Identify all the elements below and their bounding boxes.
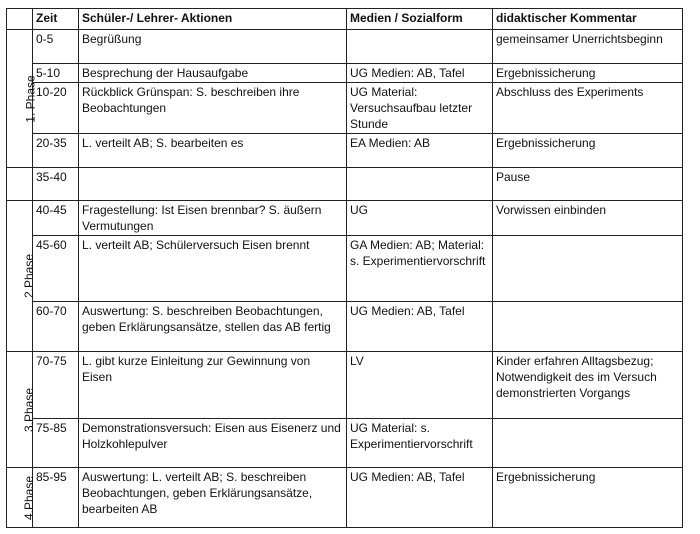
phase-cell xyxy=(7,168,33,201)
table-row xyxy=(7,30,683,64)
phase-cell xyxy=(7,468,37,528)
table-row xyxy=(7,236,683,302)
phase-cell xyxy=(7,30,38,168)
medien-cell: EA Medien: AB xyxy=(347,134,493,168)
medien-cell: UG Material: Versuchsaufbau letzter Stunde xyxy=(347,83,493,134)
aktion-cell: Besprechung der Hausaufgabe xyxy=(79,64,347,83)
table-row xyxy=(7,168,683,201)
zeit-cell: 85-95 xyxy=(33,468,79,528)
kommentar-cell: gemeinsamer Unerrichtsbeginn xyxy=(493,30,683,64)
aktion-cell: L. gibt kurze Einleitung zur Gewinnung von Eisen xyxy=(79,352,347,419)
aktion-cell: Auswertung: L. verteilt AB; S. beschreiben Beobachtungen, geben Erklärungsansätze, bearbeiten AB xyxy=(79,468,347,528)
medien-cell: UG Medien: AB, Tafel xyxy=(347,302,493,352)
zeit-cell: 35-40 xyxy=(33,168,79,201)
kommentar-cell: Ergebnissicherung xyxy=(493,64,683,83)
medien-cell: UG Medien: AB, Tafel xyxy=(347,468,493,528)
aktion-cell: Begrüßung xyxy=(79,30,347,64)
phase-label: 3.Phase xyxy=(22,387,37,432)
phase-label: 2.Phase xyxy=(22,253,37,299)
zeit-cell: 45-60 xyxy=(33,236,79,302)
aktion-cell: Demonstrationsversuch: Eisen aus Eisenerz und Holzkohlepulver xyxy=(79,419,347,468)
kommentar-cell: Pause xyxy=(493,168,683,201)
table-row xyxy=(7,201,683,236)
table-row xyxy=(7,468,683,528)
table-row xyxy=(7,134,683,168)
lesson-plan-table xyxy=(6,8,683,528)
phase-label: 4.Phase xyxy=(22,475,37,520)
header-medien: Medien / Sozialform xyxy=(347,9,493,30)
header-row xyxy=(7,9,683,30)
lesson-plan xyxy=(6,8,682,528)
zeit-cell: 40-45 xyxy=(33,201,79,236)
header-zeit: Zeit xyxy=(33,9,79,30)
zeit-cell: 70-75 xyxy=(33,352,79,419)
kommentar-cell: Abschluss des Experiments xyxy=(493,83,683,134)
medien-cell: LV xyxy=(347,352,493,419)
table-row xyxy=(7,302,683,352)
medien-cell: UG xyxy=(347,201,493,236)
medien-cell xyxy=(347,168,493,201)
zeit-cell: 20-35 xyxy=(33,134,79,168)
table-row xyxy=(7,419,683,468)
table-row xyxy=(7,352,683,419)
kommentar-cell: Ergebnissicherung xyxy=(493,468,683,528)
table-row xyxy=(7,83,683,134)
kommentar-cell xyxy=(493,236,683,302)
aktion-cell xyxy=(79,168,347,201)
aktion-cell: Auswertung: S. beschreiben Beobachtungen, geben Erklärungsansätze, stellen das AB fertig xyxy=(79,302,347,352)
kommentar-cell: Kinder erfahren Alltagsbezug; Notwendigkeit des im Versuch demonstrierten Vorgangs xyxy=(493,352,683,419)
zeit-cell: 75-85 xyxy=(33,419,79,468)
header-kommentar: didaktischer Kommentar xyxy=(493,9,683,30)
table-row xyxy=(7,64,683,83)
zeit-cell: 60-70 xyxy=(33,302,79,352)
medien-cell: UG Material: s. Experimentiervorschrift xyxy=(347,419,493,468)
kommentar-cell xyxy=(493,419,683,468)
kommentar-cell: Vorwissen einbinden xyxy=(493,201,683,236)
phase-label: 1. Phase xyxy=(23,74,38,123)
aktion-cell: Rückblick Grünspan: S. beschreiben ihre Beobachtungen xyxy=(79,83,347,134)
zeit-cell: 0-5 xyxy=(33,30,79,64)
medien-cell: UG Medien: AB, Tafel xyxy=(347,64,493,83)
aktion-cell: L. verteilt AB; Schülerversuch Eisen brennt xyxy=(79,236,347,302)
zeit-cell: 10-20 xyxy=(33,83,79,134)
zeit-cell: 5-10 xyxy=(33,64,79,83)
aktion-cell: Fragestellung: Ist Eisen brennbar? S. äußern Vermutungen xyxy=(79,201,347,236)
medien-cell: GA Medien: AB; Material: s. Experimentiervorschrift xyxy=(347,236,493,302)
aktion-cell: L. verteilt AB; S. bearbeiten es xyxy=(79,134,347,168)
kommentar-cell xyxy=(493,302,683,352)
header-aktionen: Schüler-/ Lehrer- Aktionen xyxy=(79,9,347,30)
header-phase xyxy=(7,9,33,30)
medien-cell xyxy=(347,30,493,64)
phase-cell xyxy=(7,352,37,468)
kommentar-cell: Ergebnissicherung xyxy=(493,134,683,168)
phase-cell xyxy=(7,201,37,352)
